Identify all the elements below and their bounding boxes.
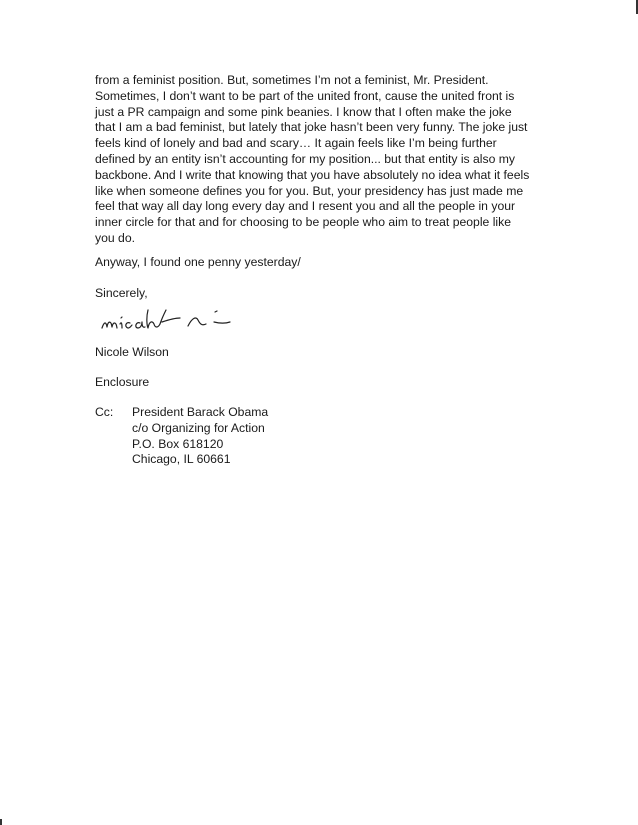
- body-line: feels kind of lonely and bad and scary… It again feels like I’m being further: [95, 136, 497, 151]
- cc-address: [132, 405, 268, 468]
- cc-label: Cc:: [95, 405, 114, 419]
- body-line: Sometimes, I don’t want to be part of the united front, cause the united front is: [95, 88, 515, 103]
- penny-line: Anyway, I found one penny yesterday/: [95, 255, 301, 269]
- body-line: inner circle for that and for choosing to be people who aim to treat people like: [95, 215, 511, 230]
- closing-salutation: Sincerely,: [95, 286, 148, 300]
- handwritten-signature: [96, 300, 236, 340]
- body-line: just a PR campaign and some pink beanies. I know that I often make the joke: [95, 104, 512, 119]
- body-line: from a feminist position. But, sometimes I’m not a feminist, Mr. President.: [95, 73, 489, 87]
- body-line: that I am a bad feminist, but lately that joke hasn’t been very funny. The joke just: [95, 120, 528, 135]
- body-line: backbone. And I write that knowing that you have absolutely no idea what it feels: [95, 167, 530, 182]
- scan-edge-mark: [0, 819, 2, 825]
- cc-address-line: c/o Organizing for Action: [132, 420, 265, 435]
- letter-body-paragraph: [95, 73, 565, 247]
- body-line: you do.: [95, 230, 135, 245]
- cc-address-line: Chicago, IL 60661: [132, 452, 231, 467]
- signer-name: Nicole Wilson: [95, 345, 169, 359]
- cc-address-line: P.O. Box 618120: [132, 436, 224, 451]
- body-line: feel that way all day long every day and I resent you and all the people in your: [95, 199, 516, 214]
- body-line: like when someone defines you for you. But, your presidency has just made me: [95, 183, 524, 198]
- cc-address-line: President Barack Obama: [132, 405, 269, 419]
- body-line: defined by an entity isn’t accounting for my position... but that entity is also my: [95, 151, 516, 166]
- enclosure-note: Enclosure: [95, 375, 150, 389]
